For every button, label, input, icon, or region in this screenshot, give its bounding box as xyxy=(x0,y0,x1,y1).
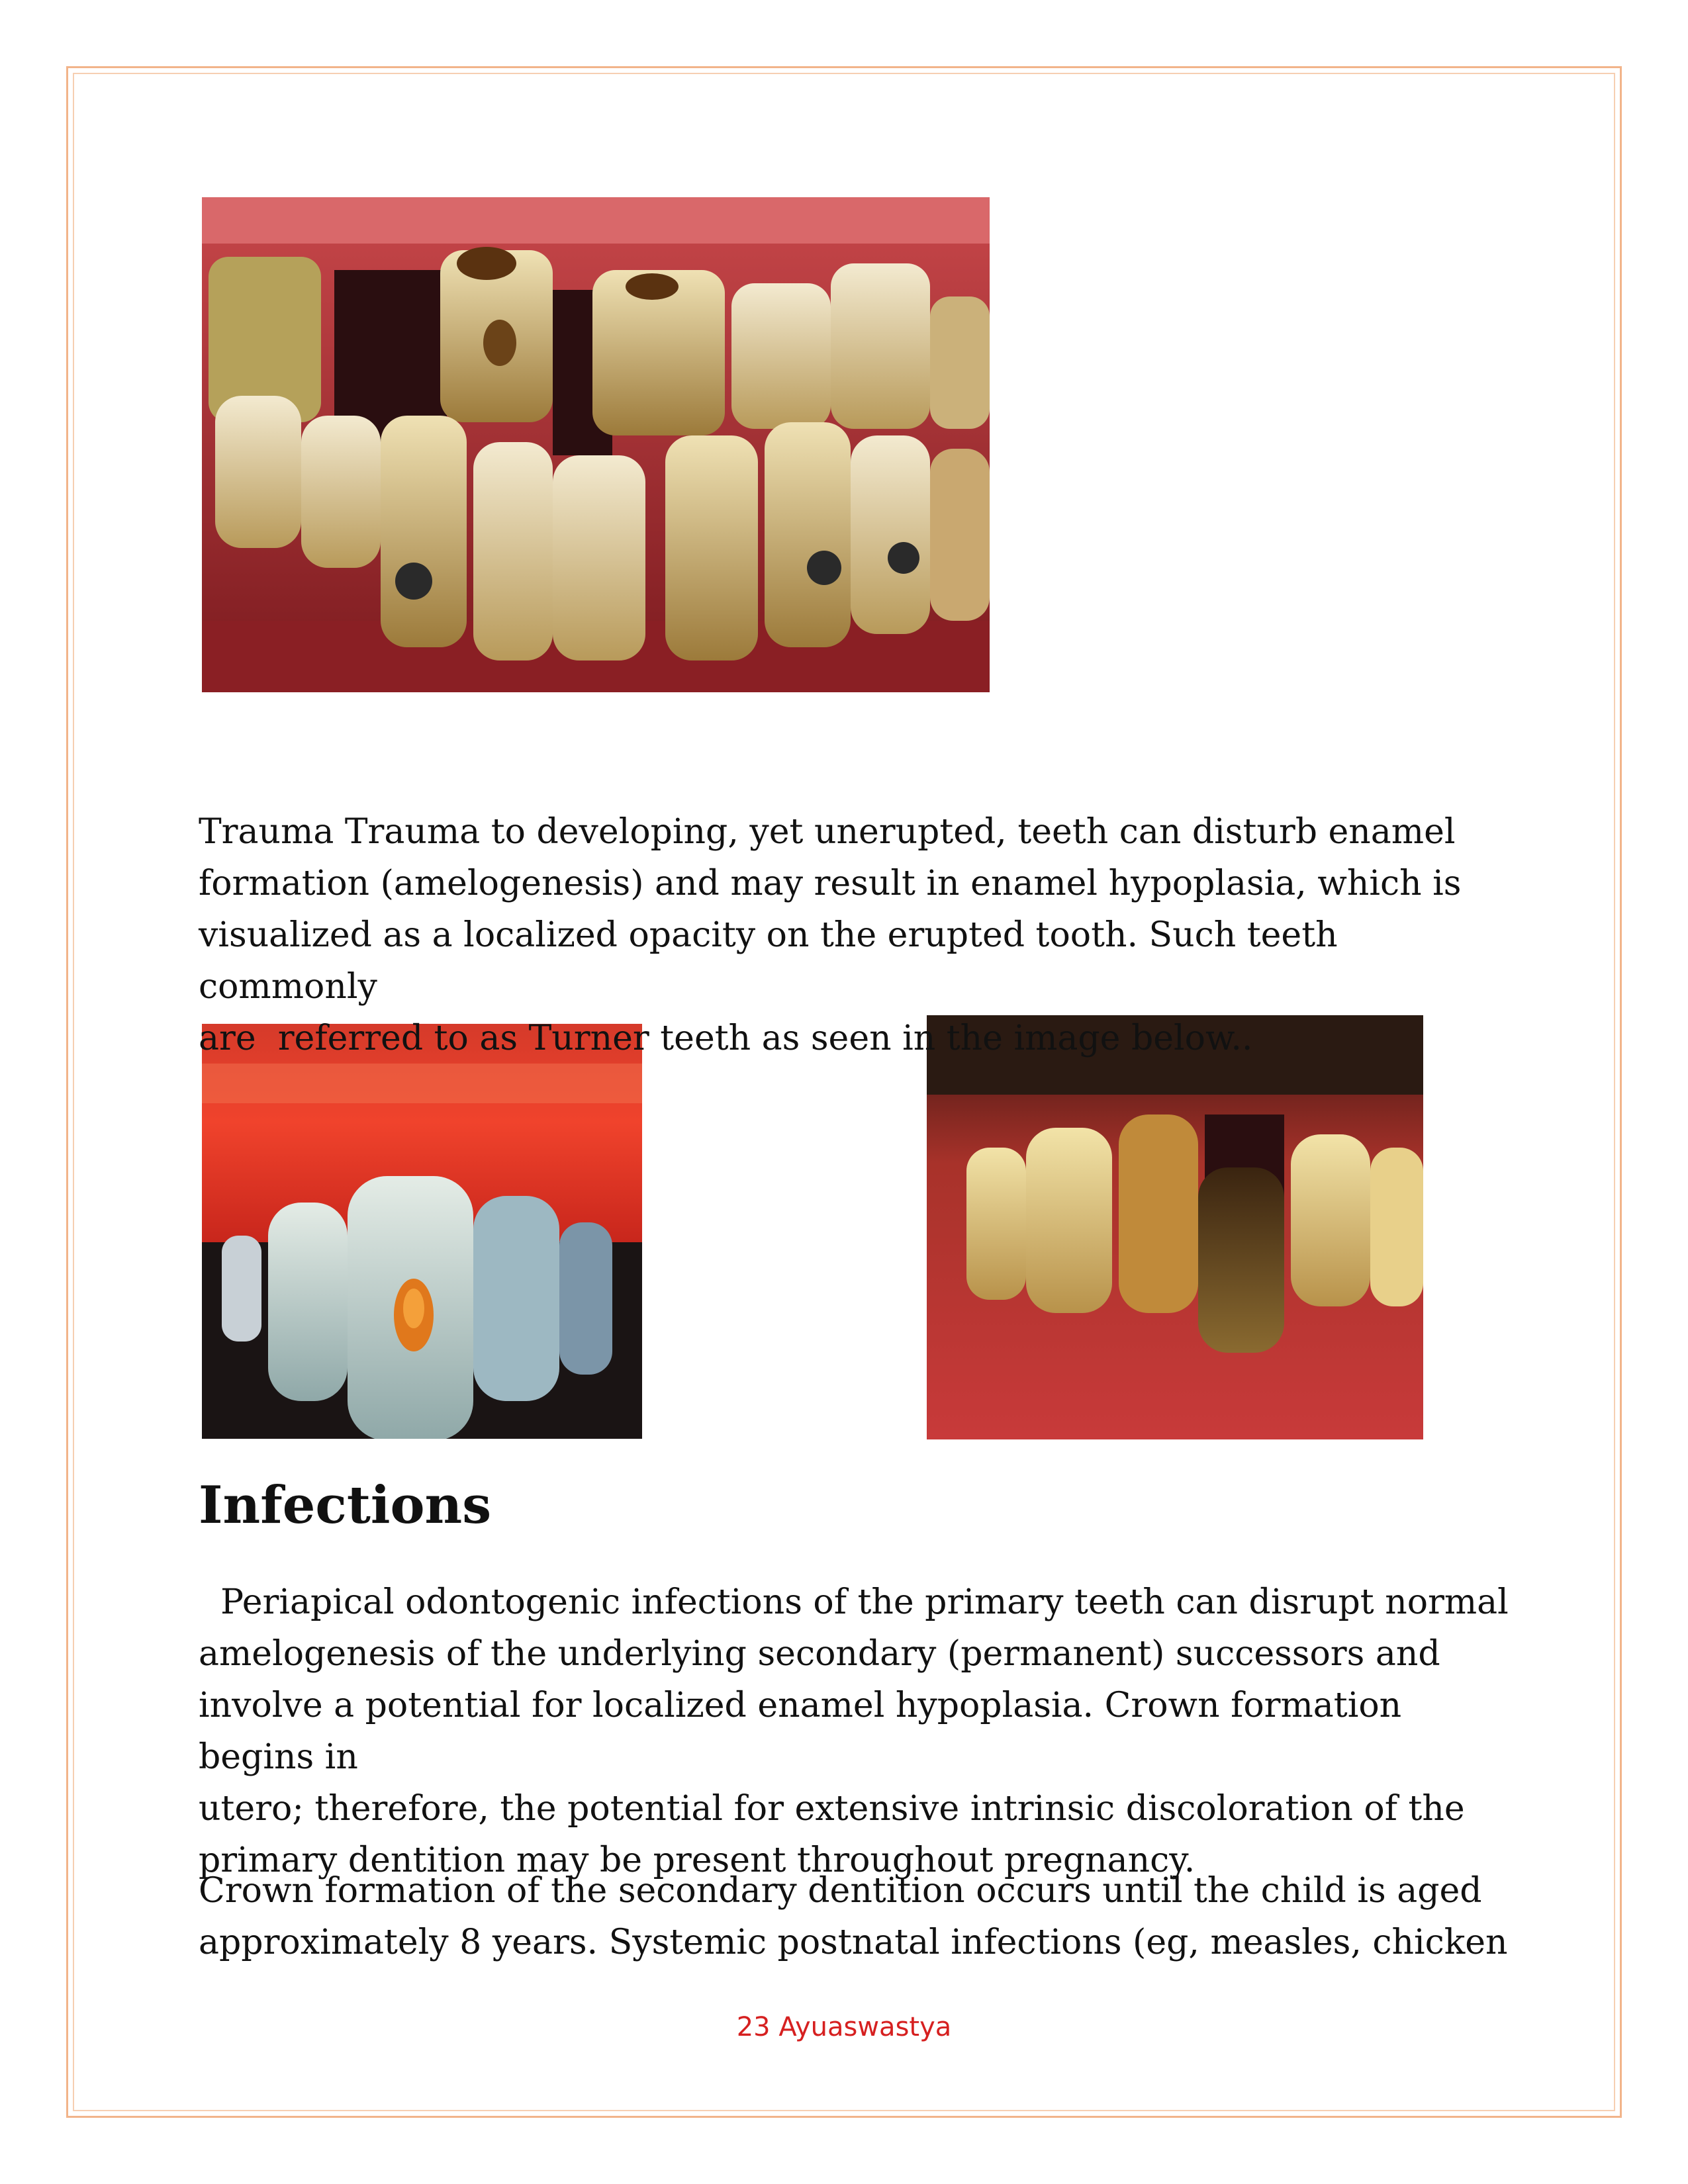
page-footer: 23 Ayuaswastya xyxy=(736,2012,952,2042)
discolored-incisors-photo xyxy=(927,1015,1423,1439)
infections-paragraph-2: Crown formation of the secondary dentition occurs until the child is aged approximately 8 years. Systemic postnatal infections (eg, measles, chicken xyxy=(199,1871,1508,1962)
trauma-paragraph: Trauma Trauma to developing, yet unerupted, teeth can disturb enamel formation (amelogenesis) and may result in enamel hypoplasia, which is visualized as a localized opacity on the erupted tooth. Such teeth commonly are referred to as Turner teeth as seen in the image below.. xyxy=(199,812,1462,1058)
stained-teeth-photo xyxy=(202,197,990,692)
infections-heading: Infections xyxy=(199,1475,492,1535)
turner-tooth-photo xyxy=(202,1024,642,1439)
infections-paragraph-1: Periapical odontogenic infections of the primary teeth can disrupt normal amelogenesis of the underlying secondary (permanent) successors and involve a potential for localized enamel hypoplasia. Crown formation begins in utero; therefore, the potential for extensive intrinsic discoloration of the primary dentition may be present throughout pregnancy. xyxy=(199,1582,1509,1880)
